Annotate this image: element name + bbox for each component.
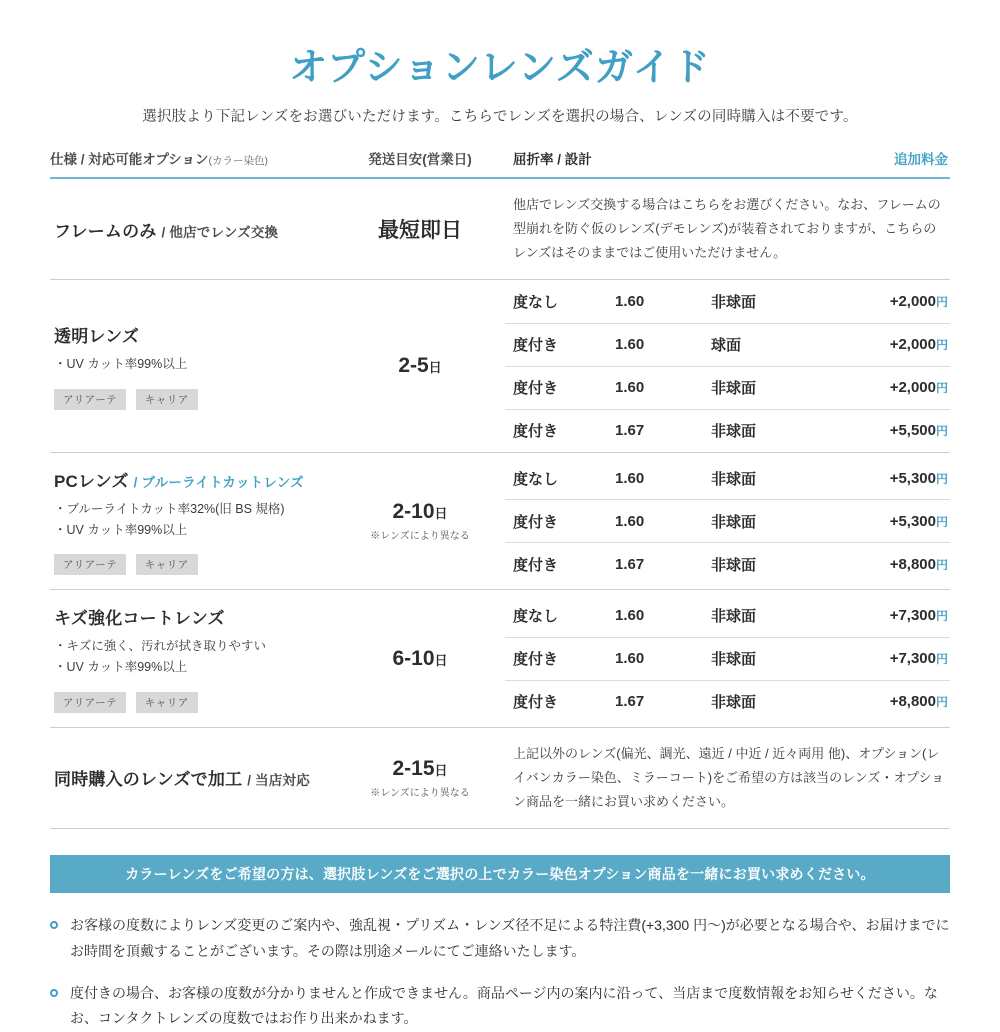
product-name-main: PCレンズ [54, 472, 129, 492]
shipping-unit: 日 [428, 360, 442, 376]
option-index: 1.60 [613, 637, 709, 680]
option-price [819, 409, 950, 452]
option-price-value: +8,800 [889, 556, 936, 574]
option-design: 非球面 [709, 594, 819, 637]
list-item: ・ブルーライトカット率32%(旧 BS 規格) [54, 502, 285, 517]
bullet-ring-icon [50, 981, 70, 1032]
product-name-main: 同時購入のレンズで加工 [54, 770, 243, 790]
option-degree: 度付き [505, 500, 613, 543]
row-description [505, 727, 950, 828]
row-spec [50, 178, 335, 280]
option-index: 1.60 [613, 280, 709, 323]
lens-guide-table [50, 148, 950, 829]
option-price-unit: 円 [935, 471, 948, 486]
feature-list [54, 499, 335, 540]
option-index: 1.67 [615, 556, 645, 574]
product-name-main: 透明レンズ [54, 327, 140, 347]
option-price-value: +8,800 [889, 693, 936, 711]
option-row[interactable] [505, 500, 950, 543]
header-refraction-label: 屈折率 / 設計 [513, 152, 592, 167]
option-design: 非球面 [709, 500, 819, 543]
option-design: 非球面 [709, 280, 819, 323]
table-header-row [50, 148, 950, 178]
option-design: 球面 [709, 323, 819, 366]
shipping-days: 2-10 [392, 500, 435, 524]
row-shipping [335, 280, 505, 453]
option-price [819, 323, 950, 366]
header-price-label: 追加料金 [894, 152, 948, 167]
option-degree: 度付き [505, 637, 613, 680]
option-price [819, 500, 950, 543]
option-price [819, 543, 950, 586]
notes-section [50, 913, 950, 1032]
option-design: 非球面 [709, 457, 819, 500]
option-design: 非球面 [711, 694, 757, 712]
shipping-value [335, 354, 505, 378]
row-spec [50, 727, 335, 828]
description-text: 他店でレンズ交換する場合はこちらをお選びください。なお、フレームの型崩れを防ぐ仮のレンズ(デモレンズ)が装着されておりますが、こちらのレンズはそのままではご使用いただけません。 [513, 197, 941, 261]
option-price-value: +2,000 [889, 336, 936, 354]
description-text: 上記以外のレンズ(偏光、調光、遠近 / 中近 / 近々両用 他)、オプション(レイバンカラー染色、ミラーコート)をご希望の方は該当のレンズ・オプション商品を一緒にお買い求めください。 [513, 745, 945, 809]
option-design: 非球面 [711, 423, 757, 441]
row-spec [50, 280, 335, 453]
option-degree: 度付き [505, 323, 613, 366]
option-degree: 度付き [513, 423, 559, 441]
option-design: 非球面 [711, 557, 757, 575]
table-row [50, 178, 950, 280]
option-price-value: +7,300 [889, 650, 936, 668]
list-item: ・UV カット率99%以上 [54, 522, 188, 537]
option-tags [54, 554, 335, 575]
option-index: 1.67 [615, 422, 645, 440]
list-item: ・キズに強く、汚れが拭き取りやすい [54, 639, 267, 654]
option-row[interactable] [505, 280, 950, 323]
page-subtitle: 選択肢より下記レンズをお選びいただけます。こちらでレンズを選択の場合、レンズの同時購入は不要です。 [142, 109, 858, 125]
shipping-days: 2-15 [392, 756, 435, 780]
option-price-value: +2,000 [889, 379, 936, 397]
tag-ariate: アリアーテ [54, 692, 126, 713]
option-index: 1.60 [613, 323, 709, 366]
option-price-value: +5,300 [889, 512, 936, 530]
bullet-ring-icon [50, 913, 70, 965]
row-options [505, 453, 950, 590]
option-price [819, 680, 950, 723]
option-degree: 度付き [513, 694, 559, 712]
option-index: 1.60 [613, 500, 709, 543]
table-row [50, 280, 950, 453]
table-row [50, 590, 950, 727]
note-item [50, 981, 950, 1032]
product-name-sub: / 当店対応 [247, 773, 310, 789]
row-options [505, 590, 950, 727]
feature-list [54, 354, 335, 375]
product-name [54, 467, 335, 492]
product-name-sub: / 他店でレンズ交換 [161, 224, 279, 240]
option-price [819, 637, 950, 680]
row-spec [50, 590, 335, 727]
option-degree: 度なし [505, 457, 613, 500]
option-price-value: +2,000 [889, 292, 936, 310]
color-lens-banner: カラーレンズをご希望の方は、選択肢レンズをご選択の上でカラー染色オプション商品を一緒にお買い求めください。 [50, 855, 950, 893]
option-price-value: +5,300 [889, 469, 936, 487]
note-text: 度付きの場合、お客様の度数が分かりませんと作成できません。商品ページ内の案内に沿って、当店まで度数情報をお知らせください。なお、コンタクトレンズの度数ではお作り出来かねます。 [70, 984, 938, 1027]
option-row[interactable] [505, 637, 950, 680]
option-price [819, 280, 950, 323]
shipping-unit: 日 [434, 506, 448, 522]
option-table [505, 280, 950, 452]
option-price-unit: 円 [935, 608, 948, 623]
header-refraction-price [505, 148, 950, 178]
row-shipping [335, 590, 505, 727]
row-shipping [335, 453, 505, 590]
product-name [54, 765, 335, 790]
option-price [819, 457, 950, 500]
table-row [50, 453, 950, 590]
header-spec-sublabel: (カラー染色) [208, 155, 269, 167]
option-row[interactable] [505, 323, 950, 366]
option-degree: 度なし [505, 594, 613, 637]
product-name [54, 322, 335, 347]
shipping-days: 最短即日 [378, 219, 462, 243]
product-name [54, 217, 335, 242]
row-spec [50, 453, 335, 590]
option-price-unit: 円 [935, 294, 948, 309]
shipping-value [335, 757, 505, 799]
option-price-unit: 円 [935, 381, 948, 396]
list-item: ・UV カット率99%以上 [54, 357, 188, 372]
header-spec [50, 148, 335, 178]
tag-carrier: キャリア [136, 692, 198, 713]
list-item: ・UV カット率99%以上 [54, 660, 188, 675]
option-index: 1.60 [613, 594, 709, 637]
option-price-unit: 円 [935, 338, 948, 353]
option-table [505, 457, 950, 586]
option-row[interactable] [505, 409, 950, 452]
option-price-unit: 円 [935, 695, 948, 710]
product-name [54, 604, 335, 629]
shipping-note: ※レンズにより異なる [370, 531, 470, 543]
note-item [50, 913, 950, 965]
product-name-main: フレームのみ [54, 221, 157, 241]
option-degree: 度付き [505, 366, 613, 409]
product-name-sub: / ブルーライトカットレンズ [133, 475, 304, 491]
shipping-unit: 日 [434, 762, 448, 778]
option-degree: 度なし [505, 280, 613, 323]
product-name-main: キズ強化コートレンズ [54, 609, 225, 629]
option-tags [54, 389, 335, 410]
header-spec-label: 仕様 / 対応可能オプション [50, 152, 209, 167]
shipping-value [335, 214, 505, 244]
option-price-value: +5,500 [889, 422, 936, 440]
shipping-unit: 日 [434, 652, 448, 668]
option-design: 非球面 [709, 366, 819, 409]
tag-ariate: アリアーテ [54, 389, 126, 410]
option-row[interactable] [505, 594, 950, 637]
tag-ariate: アリアーテ [54, 554, 126, 575]
tag-carrier: キャリア [136, 389, 198, 410]
option-index: 1.60 [613, 366, 709, 409]
option-row[interactable] [505, 543, 950, 586]
table-row [50, 727, 950, 828]
row-shipping [335, 727, 505, 828]
option-price-unit: 円 [935, 652, 948, 667]
header-shipping: 発送目安(営業日) [335, 148, 505, 178]
row-shipping [335, 178, 505, 280]
option-row[interactable] [505, 680, 950, 723]
option-index: 1.60 [613, 457, 709, 500]
shipping-value [335, 647, 505, 671]
row-description [505, 178, 950, 280]
option-price-unit: 円 [935, 514, 948, 529]
option-price-unit: 円 [935, 558, 948, 573]
option-row[interactable] [505, 457, 950, 500]
option-row[interactable] [505, 366, 950, 409]
option-price-unit: 円 [935, 424, 948, 439]
option-price-value: +7,300 [889, 606, 936, 624]
option-degree: 度付き [513, 557, 559, 575]
shipping-days: 2-5 [398, 354, 429, 378]
page-title: オプションレンズガイド [289, 47, 711, 89]
option-index: 1.67 [615, 693, 645, 711]
option-table [505, 594, 950, 723]
tag-carrier: キャリア [136, 554, 198, 575]
shipping-value [335, 500, 505, 542]
shipping-note: ※レンズにより異なる [370, 787, 470, 799]
option-price [819, 366, 950, 409]
feature-list [54, 636, 335, 677]
shipping-days: 6-10 [392, 646, 435, 670]
note-text: お客様の度数によりレンズ変更のご案内や、強乱視・プリズム・レンズ径不足による特注費(+3,300 円〜)が必要となる場合や、お届けまでにお時間を頂戴することがございます。その際は別途メールにてご連絡いたします。 [70, 916, 950, 959]
row-options [505, 280, 950, 453]
option-tags [54, 692, 335, 713]
option-price [819, 594, 950, 637]
option-design: 非球面 [709, 637, 819, 680]
